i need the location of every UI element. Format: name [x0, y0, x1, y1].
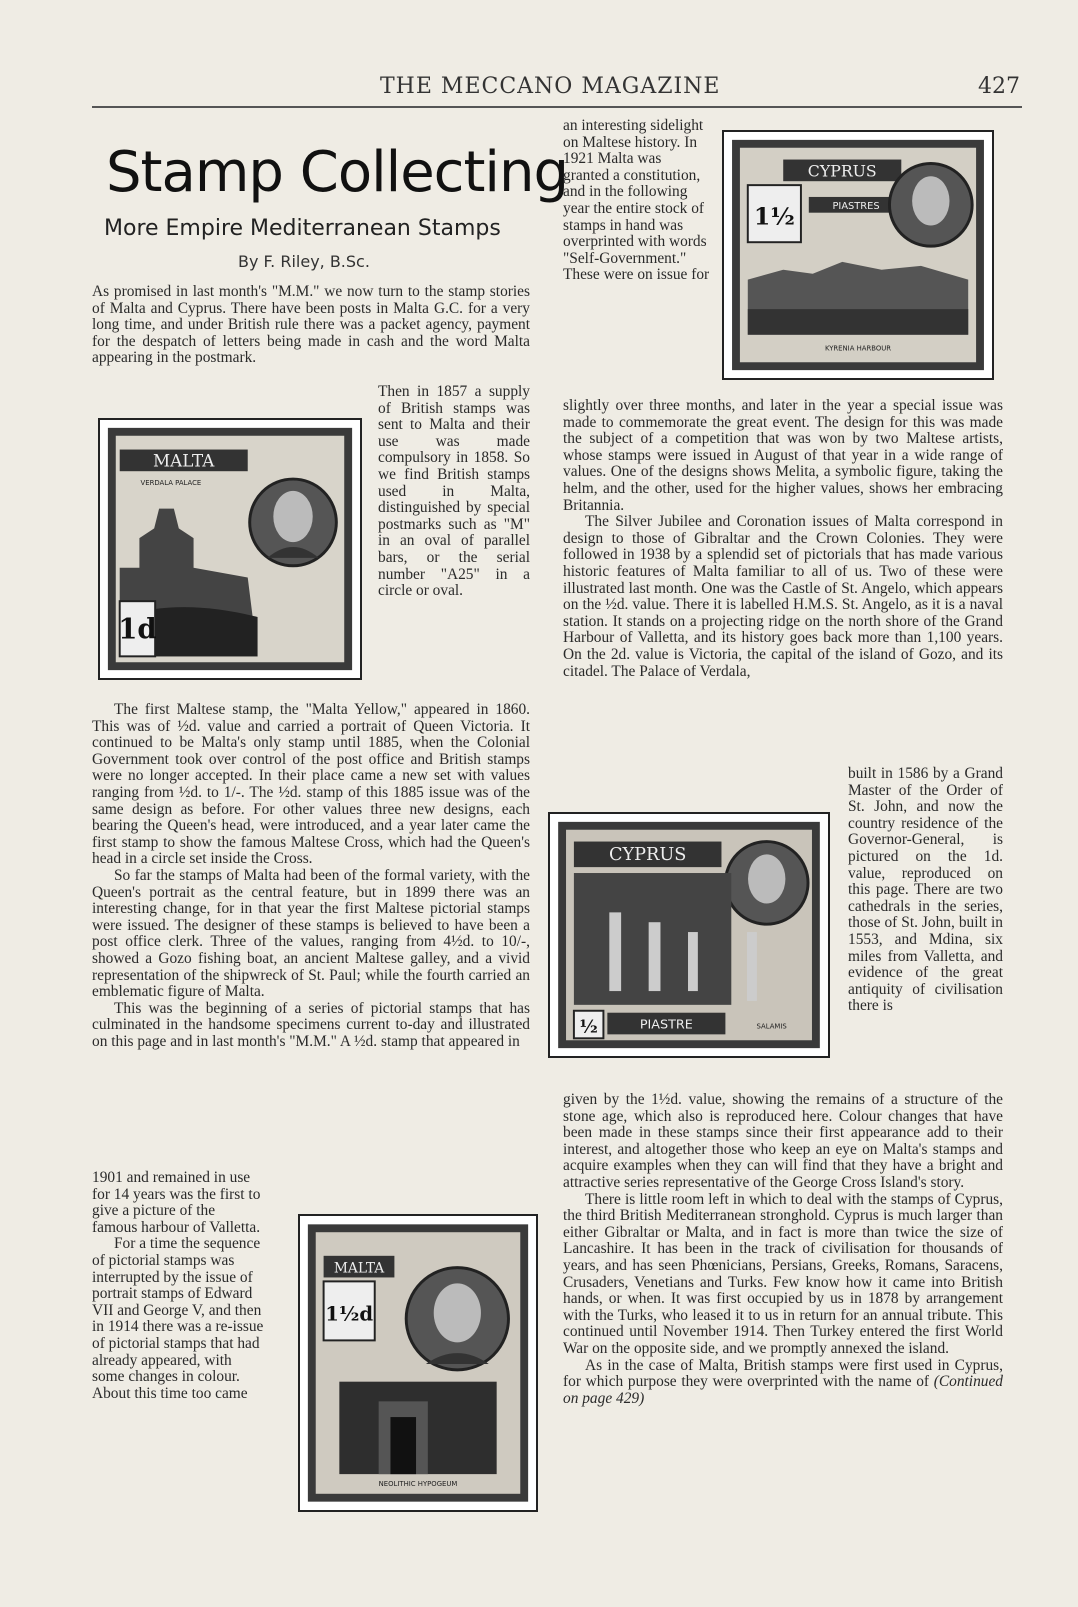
stamp-caption-text: KYRENIA HARBOUR	[824, 344, 892, 353]
magazine-title: THE MECCANO MAGAZINE	[380, 74, 721, 99]
stamp-value-text: 1d	[118, 612, 157, 646]
stamp-caption-text: SALAMIS	[756, 1022, 787, 1031]
stamp-malta-1half-art	[300, 1216, 536, 1510]
column2-top	[563, 118, 711, 284]
stamp-value-text: 1½d	[325, 1302, 374, 1326]
wrap-paragraph	[378, 384, 530, 600]
header-rule	[92, 106, 1022, 108]
stamp-malta-1d	[98, 418, 362, 680]
column1-para-2: So far the stamps of Malta had been of the formal variety, with the Queen's portrait as the central feature, but in 1899 there was an interesting change, for in that year the first Maltese pictorial stamps were issued. The designer of these stamps is believed to have been a post office clerk. Three of the values, ranging from 4½d. to 10/-, showed a Gozo fishing boat, an ancient Maltese galley, and a vivid representation of the shipwreck of St. Paul; while the fourth carried an emblematic figure of Malta.	[92, 866, 530, 1001]
continued-note: (Continued on page 429)	[563, 1373, 1003, 1407]
stamp-country-text: MALTA	[153, 450, 215, 471]
stamp-caption-text: NEOLITHIC HYPOGEUM	[378, 1479, 458, 1488]
stamp-cyprus-half-piastre	[548, 812, 830, 1058]
column2-lower	[563, 1092, 1003, 1407]
stamp-malta-1d-art	[100, 420, 360, 678]
stamp-malta-1half	[298, 1214, 538, 1512]
stamp-unit-text: PIASTRE	[639, 1017, 693, 1033]
column2-top-text: an interesting sidelight on Maltese history. In 1921 Malta was granted a constitution, and in the following year the entire stock of stamps in hand was overprinted with words "Self-Government." These were on issue for	[563, 117, 710, 284]
stamp-unit-text: PIASTRES	[832, 200, 880, 212]
column1-bottom	[92, 1170, 264, 1402]
column1-body	[92, 702, 530, 1050]
column1-bottom-para-1: 1901 and remained in use for 14 years was the first to give a picture of the famous harbour of Valletta.	[92, 1169, 261, 1236]
stamp-value-text: 1½	[753, 202, 795, 231]
intro-paragraph	[92, 284, 530, 367]
stamp-country-text: CYPRUS	[807, 161, 877, 181]
column2-para-3: given by the 1½d. value, showing the remains of a structure of the stone age, which also is reproduced here. Colour changes that have been made in these stamps since their first appearance add to their interest, and altogether those who keep an eye on Malta's stamps and acquire examples when they can will find that they have a bright and attractive series representative of the George Cross Island's story.	[563, 1091, 1003, 1191]
article-subheadline: More Empire Mediterranean Stamps	[104, 216, 501, 241]
column2-wrap	[848, 766, 1003, 1015]
article-byline: By F. Riley, B.Sc.	[238, 252, 370, 271]
column2-body	[563, 398, 1003, 680]
stamp-value-text: ½	[579, 1016, 598, 1038]
column2-wrap-text: built in 1586 by a Grand Master of the Order of St. John, and now the country residence of the Governor-General, is pictured on the 1d. value, reproduced on this page. There are two cathedrals in the series, those of St. John, built in 1553, and Mdina, six miles from Valletta, and evidence of the great antiquity of civilisation there is	[848, 765, 1003, 1015]
column2-para-2: The Silver Jubilee and Coronation issues of Malta correspond in design to those of Gibraltar and the Crown Colonies. They were followed in 1938 by a splendid set of pictorials that has made various historic features of Malta familiar to all of us. Two of these were illustrated last month. One was the Castle of St. Angelo, which appears on the ½d. value. There it is labelled H.M.S. St. Angelo, as it is a naval station. It stands on a projecting ridge on the north shore of the Grand Harbour of Valletta, and its history goes back more than 1,100 years. On the 2d. value is Victoria, the capital of the island of Gozo, and its citadel. The Palace of Verdala,	[563, 513, 1003, 680]
page-number: 427	[978, 74, 1020, 99]
stamp-country-text: CYPRUS	[608, 845, 687, 866]
stamp-cyprus-1half-piastres-art	[724, 132, 992, 378]
stamp-cyprus-half-piastre-art	[550, 814, 828, 1056]
stamp-caption-text: VERDALA PALACE	[140, 478, 202, 487]
intro-text: As promised in last month's "M.M." we now turn to the stamp stories of Malta and Cyprus. There have been posts in Malta G.C. for a very long time, and under British rule there was a packet agency, payment for the despatch of letters being made in cash and the word Malta appearing in the postmark.	[92, 283, 530, 367]
column1-bottom-para-2: For a time the sequence of pictorial stamps was interrupted by the issue of portrait stamps of Edward VII and George V, and then in 1914 there was a re-issue of pictorial stamps that had already appeared, with some changes in colour. About this time too came	[92, 1235, 264, 1402]
column1-para-3: This was the beginning of a series of pictorial stamps that has culminated in the handsome specimens current to-day and illustrated on this page and in last month's "M.M." A ½d. stamp that appeared in	[92, 999, 530, 1050]
article-headline: Stamp Collecting	[106, 140, 568, 205]
column2-para-5: As in the case of Malta, British stamps were first used in Cyprus, for which purpose they were overprinted with the name of	[563, 1356, 1003, 1391]
stamp-country-text: MALTA	[333, 1260, 385, 1277]
wrap-text: Then in 1857 a supply of British stamps was sent to Malta and their use was made compulsory in 1858. So we find British stamps used in Malta, distinguished by special postmarks such as "M" in an oval of parallel bars, or the serial number "A25" in a circle or oval.	[378, 383, 530, 600]
column1-para-1: The first Maltese stamp, the "Malta Yellow," appeared in 1860. This was of ½d. value and carried a portrait of Queen Victoria. It continued to be Malta's only stamp until 1885, when the Colonial Government took over control of the post office and British stamps were no longer accepted. In their place came a new set with values ranging from ½d. to 1/-. The ½d. stamp of this 1885 issue was of the same design as before. For other values three new designs, each bearing the Queen's head, were introduced, and a year later came the first stamp to show the famous Maltese Cross, which had the Queen's head in a circle set inside the Cross.	[92, 701, 530, 868]
running-head	[90, 74, 1020, 102]
column2-para-4: There is little room left in which to deal with the stamps of Cyprus, the third British Mediterranean stronghold. Cyprus is much larger than either Gibraltar or Malta, and in fact is more than twice the size of Lancashire. It has been in the track of civilisation for thousands of years, and has seen Phœnicians, Persians, Greeks, Romans, Saracens, Crusaders, Venetians and Turks. Few know how it came into British hands, or when. It was first occupied by us in 1878 by arrangement with the Turks, who leased it to us in return for an annual tribute. This continued until November 1914. Then Turkey entered the first World War on the opposite side, and we promptly annexed the island.	[563, 1190, 1003, 1357]
stamp-cyprus-1half-piastres	[722, 130, 994, 380]
column2-para-1: slightly over three months, and later in the year a special issue was made to commemorate the great event. The design for this was made the subject of a competition that was won by two Maltese artists, whose stamps were issued in August of that year in a wide range of values. One of the designs shows Melita, a symbolic figure, taking the helm, and the other, used for the higher values, shows her embracing Britannia.	[563, 397, 1003, 514]
